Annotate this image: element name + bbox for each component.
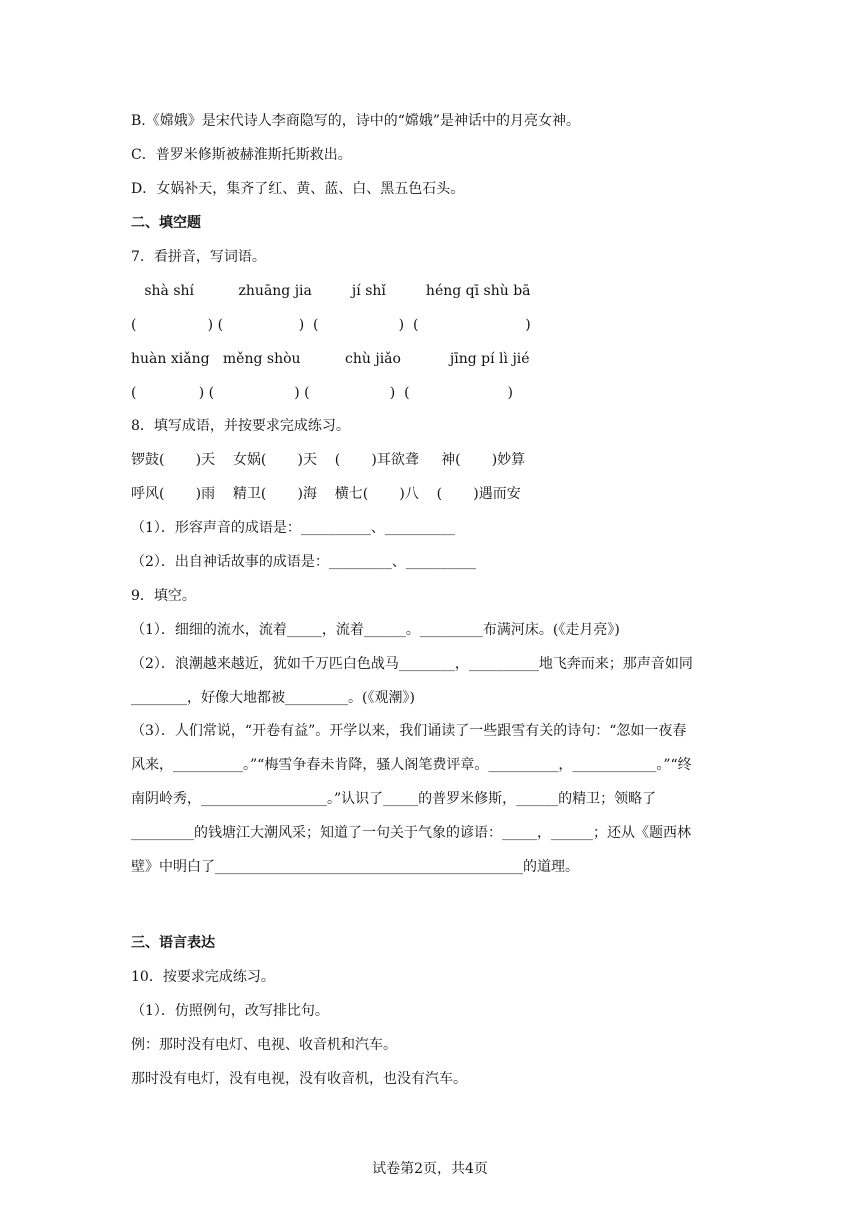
answer-brackets-row-1: ( ) ( ) ( ) ( ) bbox=[131, 317, 531, 333]
example-rewrite: 那时没有电灯，没有电视，没有收音机，也没有汽车。 bbox=[131, 1071, 467, 1087]
option-d: D．女娲补天，集齐了红、黄、蓝、白、黑五色石头。 bbox=[131, 181, 465, 197]
question-7: 7．看拼音，写词语。 bbox=[131, 249, 266, 265]
pinyin-row-1: shà shí zhuāng jia jí shǐ héng qī shù bā bbox=[131, 283, 531, 299]
question-8: 8．填写成语，并按要求完成练习。 bbox=[131, 418, 350, 434]
question-9-part-3-line-5: 壁》中明白了____________________________________________的道理。 bbox=[131, 859, 579, 875]
answer-brackets-row-2: ( ) ( ) ( ) ( ) bbox=[131, 385, 513, 401]
question-9-part-2-line-2: ________，好像大地都被_________。(《观潮》) bbox=[131, 690, 415, 706]
section-heading-language: 三、语言表达 bbox=[131, 935, 215, 951]
question-8-part-1: （1）．形容声音的成语是：__________、__________ bbox=[131, 520, 455, 536]
question-9-part-3-line-4: _________的钱塘江大潮风采；知道了一句关于气象的谚语：_____，______；还从《题西林 bbox=[131, 825, 691, 841]
question-10-part-1: （1）．仿照例句，改写排比句。 bbox=[131, 1003, 329, 1019]
question-8-part-2: （2）．出自神话故事的成语是：_________、__________ bbox=[131, 554, 476, 570]
question-9: 9．填空。 bbox=[131, 588, 196, 604]
section-heading-fill-in: 二、填空题 bbox=[131, 215, 201, 231]
question-9-part-3-line-1: （3）．人们常说，“开卷有益”。开学以来，我们诵读了一些跟雪有关的诗句：“忽如一夜春 bbox=[131, 723, 687, 739]
page-footer: 试卷第2页，共4页 bbox=[372, 1161, 488, 1177]
question-9-part-3-line-2: 风来，__________。”“梅雪争春未肯降，骚人阁笔费评章。__________，____________。”“终 bbox=[131, 757, 692, 773]
example-sentence: 例：那时没有电灯、电视、收音机和汽车。 bbox=[131, 1037, 397, 1053]
pinyin-row-2: huàn xiǎng měng shòu chù jiǎo jīng pí lì jié bbox=[131, 351, 530, 367]
idiom-row-2: 呼风( )雨 精卫( )海 横七( )八 ( )遇而安 bbox=[131, 486, 521, 502]
option-c: C．普罗米修斯被赫淮斯托斯救出。 bbox=[131, 147, 352, 163]
question-9-part-3-line-3: 南阴岭秀，__________________。”认识了_____的普罗米修斯，______的精卫；领略了 bbox=[131, 791, 657, 807]
option-b: B.《嫦娥》是宋代诗人李商隐写的，诗中的“嫦娥”是神话中的月亮女神。 bbox=[131, 113, 581, 129]
question-10: 10．按要求完成练习。 bbox=[131, 969, 275, 985]
idiom-row-1: 锣鼓( )天 女娲( )天 ( )耳欲聋 神( )妙算 bbox=[131, 452, 526, 468]
question-9-part-2-line-1: （2）．浪潮越来越近，犹如千万匹白色战马________，__________地飞奔而来；那声音如同 bbox=[131, 656, 693, 672]
question-9-part-1: （1）．细细的流水，流着_____，流着______。_________布满河床。(《走月亮》) bbox=[131, 622, 620, 638]
